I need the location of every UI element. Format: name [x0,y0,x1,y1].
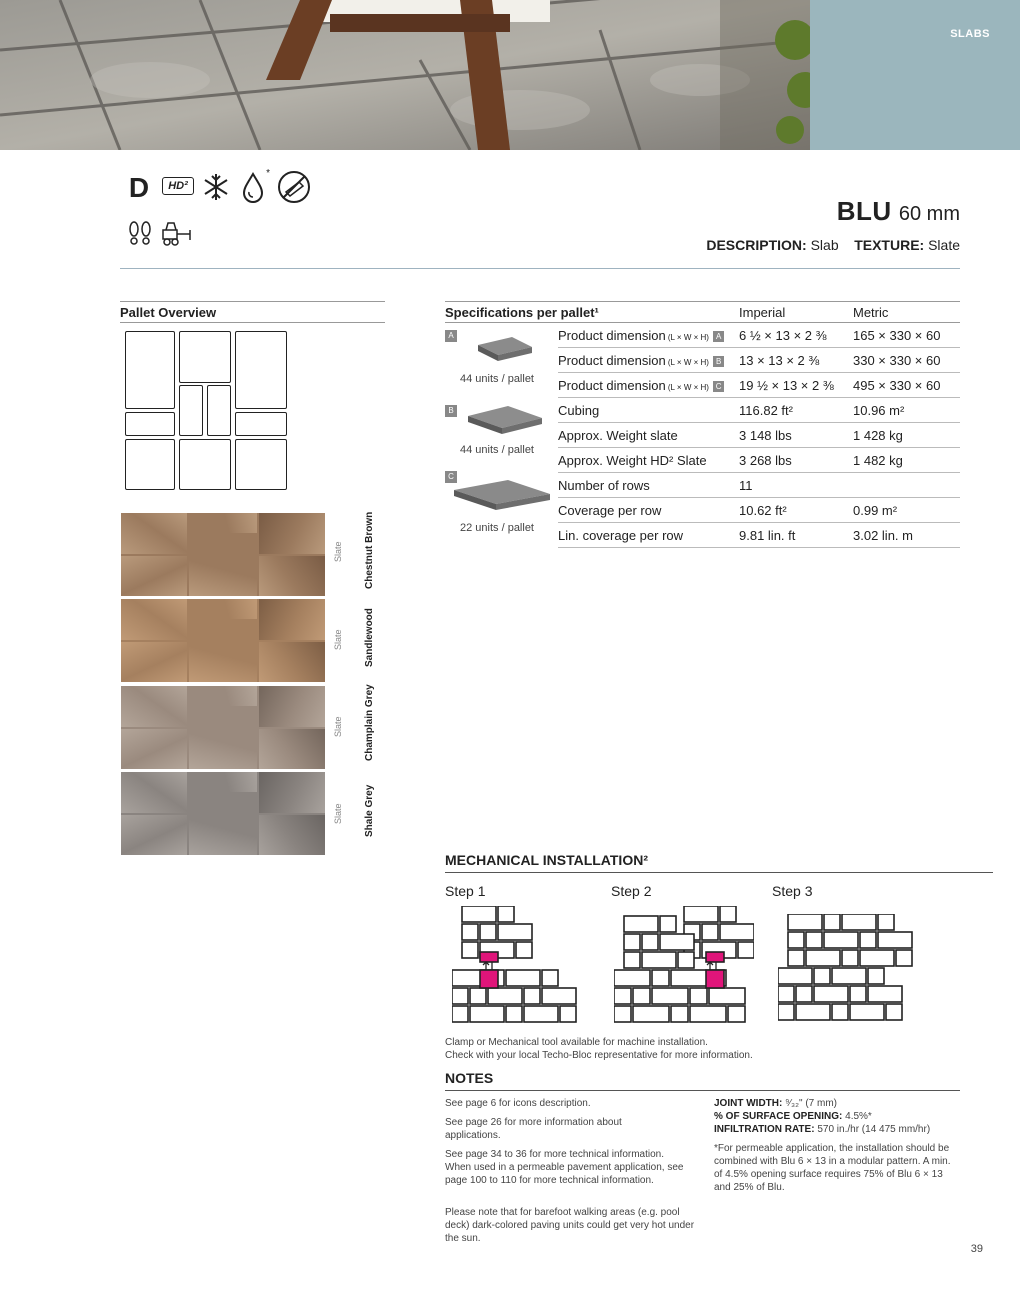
spec-imperial-value: 6 ½ × 13 × 2 ⅜ [739,328,827,343]
slab-outline [878,932,912,948]
slab-outline [624,916,658,932]
slab-tile [189,535,257,596]
spec-metric-value: 1 482 kg [853,453,903,468]
slab-outline [868,986,902,1002]
unit-letter-c: C [445,471,457,483]
step-1-diagram [452,906,582,1026]
slab-outline [452,988,468,1004]
no-deicing-salt-icon [277,170,311,204]
spec-metric-value: 0.99 m² [853,503,898,518]
texture-value: Slate [928,237,960,253]
swatch-color-label: Sandlewood [364,608,375,667]
infiltration-label: INFILTRATION RATE: [714,1124,815,1135]
spec-metric-value: 165 × 330 × 60 [853,328,941,343]
slab-tile [259,599,325,640]
spec-metric-value: 1 428 kg [853,428,903,443]
spec-heading: Specifications per pallet¹ [445,305,599,320]
asterisk-icon: * [266,168,270,179]
pallet-cell [125,412,175,436]
surface-opening-line [714,1110,964,1123]
slab-outline [832,1004,848,1020]
slab-outline [652,970,669,986]
spec-header-row [445,301,960,323]
spec-imperial-value: 10.62 ft² [739,503,787,518]
slab-outline [814,986,848,1002]
spec-metric-value: 495 × 330 × 60 [853,378,941,393]
slab-tile [121,642,187,682]
slab-outline [868,968,884,984]
slab-tile [259,772,325,813]
metric-column-header: Metric [853,305,889,320]
slab-outline [796,986,812,1002]
spec-imperial-value: 3 268 lbs [739,453,792,468]
product-name: BLU [836,196,892,226]
slab-outline [824,932,858,948]
slab-tile [189,686,257,706]
slab-outline [709,988,745,1004]
imperial-column-header: Imperial [739,305,786,320]
lifted-slab [480,952,498,962]
step-2-diagram [614,906,754,1026]
pallet-cell [125,439,175,490]
spec-row [558,348,960,373]
machine-installation-icon [160,220,194,246]
pallet-overview-heading: Pallet Overview [120,301,385,323]
slab-tile [189,513,257,533]
spec-row [558,498,960,523]
slab-outline [832,968,866,984]
spec-label: Product dimension (L × W × H) B [558,353,724,368]
notes-heading: NOTES [445,1070,960,1091]
slab-tile [121,686,187,727]
slab-outline [516,942,532,958]
slab-outline [498,906,514,922]
slab-outline [652,988,688,1004]
slab-outline [860,932,876,948]
surface-opening-value: 4.5%* [845,1111,872,1122]
spec-row [558,423,960,448]
spec-metric-value: 330 × 330 × 60 [853,353,941,368]
slab-outline [842,950,858,966]
spec-metric-value: 3.02 lin. m [853,528,913,543]
slab-outline [702,924,718,940]
slab-outline [796,1004,830,1020]
slab-tile [259,642,325,682]
spec-metric-value: 10.96 m² [853,403,905,418]
unit-letter-tag: A [713,331,724,342]
d-rating-icon: D [128,172,150,203]
hero-photo [0,0,810,150]
note-item: See page 34 to 36 for more technical information. When used in a permeable pavement application, see page 100 to 110 for more technical information. [445,1149,684,1186]
dimension-suffix: (L × W × H) [665,383,712,392]
slab-tile [259,513,325,554]
slab-outline [850,986,866,1002]
description-line [706,237,960,253]
divider [120,268,960,269]
slab-tile [121,729,187,769]
step-2-label: Step 2 [611,883,652,899]
slab-outline [660,934,694,950]
note-item: Please note that for barefoot walking areas (e.g. pool deck) dark-colored paving units could get very hot under the sun. [445,1207,695,1244]
color-swatch-sandlewood [121,599,325,682]
slab-outline [684,906,718,922]
slab-outline [720,906,736,922]
slab-tile [259,556,325,596]
unit-b-image [462,402,548,438]
slab-outline [542,988,576,1004]
slab-outline [806,932,822,948]
texture-label: TEXTURE: [854,237,925,253]
slab-tile [121,772,187,813]
slab-outline [778,986,794,1002]
description-value: Slab [810,237,839,253]
unit-a-image [470,333,540,365]
spec-label: Number of rows [558,478,650,493]
slab-outline [462,924,478,940]
slab-outline [690,988,707,1004]
color-swatch-chestnut-brown [121,513,325,596]
slab-outline [452,1006,468,1022]
slab-outline [480,924,496,940]
slab-tile [121,599,187,640]
slab-outline [728,1006,745,1022]
section-panel [810,0,1020,150]
lifted-slab [706,952,724,962]
slab-outline [660,916,676,932]
unit-letter-a: A [445,330,457,342]
slab-outline [614,1006,631,1022]
spec-label: Cubing [558,403,600,418]
mechanical-note-line-2: Check with your local Techo-Bloc representative for more information. [445,1050,753,1061]
slab-outline [690,1006,726,1022]
slab-outline [738,942,754,958]
slab-outline [778,968,812,984]
slab-outline [842,914,876,930]
joint-width-value: ⁹⁄₃₂" (7 mm) [785,1098,838,1109]
slab-outline [560,1006,576,1022]
slab-tile [259,729,325,769]
pallet-cell [235,439,287,490]
slab-outline [878,914,894,930]
product-title [837,196,960,227]
pallet-cell [207,385,231,436]
slab-outline [896,950,912,966]
spec-imperial-value: 11 [739,478,753,493]
slab-outline [778,1004,794,1020]
slab-tile [259,686,325,727]
slab-tile [121,556,187,596]
page-number: 39 [970,1243,983,1255]
lifted-slab [480,970,498,988]
slab-tile [189,621,257,682]
spec-label: Approx. Weight slate [558,428,678,443]
color-swatch-champlain-grey [121,686,325,769]
spec-row [558,398,960,423]
swatch-color-label: Chestnut Brown [364,511,375,589]
slab-outline [488,988,522,1004]
pallet-cell [179,385,203,436]
permeable-note: *For permeable application, the installation should be combined with Blu 6 × 13 in a modular pattern. A min. of 4.5% opening surface requires 75% of Blu 6 × 13 and 25% of Blu. [714,1143,951,1193]
slab-outline [462,942,478,958]
mechanical-note-line-1: Clamp or Mechanical tool available for machine installation. [445,1037,708,1048]
slab-outline [524,1006,558,1022]
pallet-cell [235,412,287,436]
section-label: SLABS [950,28,990,40]
slab-tile [259,815,325,855]
unit-c-count: 22 units / pallet [460,522,534,534]
spec-imperial-value: 13 × 13 × 2 ⅜ [739,353,820,368]
slab-outline [506,970,540,986]
infiltration-value: 570 in./hr (14 475 mm/hr) [817,1124,931,1135]
spec-table [558,323,960,549]
unit-letter-tag: C [713,381,724,392]
spec-label: Approx. Weight HD² Slate [558,453,707,468]
slab-tile [189,708,257,769]
surface-opening-label: % OF SURFACE OPENING: [714,1111,843,1122]
slab-outline [850,1004,884,1020]
slab-outline [824,914,840,930]
infiltration-line [714,1123,964,1136]
slab-tile [121,513,187,554]
step-1-label: Step 1 [445,883,486,899]
swatch-texture-label: Slate [333,629,343,650]
mechanical-installation-heading: MECHANICAL INSTALLATION² [445,852,993,873]
swatch-texture-label: Slate [333,716,343,737]
slab-outline [788,914,822,930]
slab-outline [633,988,650,1004]
slab-outline [614,988,631,1004]
dimension-suffix: (L × W × H) [665,358,712,367]
slab-outline [788,950,804,966]
swatch-texture-label: Slate [333,803,343,824]
slab-outline [720,924,754,940]
pallet-cell [179,331,231,383]
swatch-color-label: Shale Grey [364,784,375,837]
spec-row [558,373,960,398]
spec-imperial-value: 19 ½ × 13 × 2 ⅜ [739,378,834,393]
pallet-layout-diagram [120,328,290,493]
spec-label: Product dimension (L × W × H) C [558,378,724,393]
spec-row [558,473,960,498]
swatch-color-label: Champlain Grey [364,684,375,761]
spec-label: Lin. coverage per row [558,528,684,543]
slab-outline [470,988,486,1004]
slab-tile [189,772,257,792]
unit-b-count: 44 units / pallet [460,444,534,456]
note-item: See page 6 for icons description. [445,1098,591,1109]
spec-row [558,323,960,348]
color-swatch-shale-grey [121,772,325,855]
unit-letter-b: B [445,405,457,417]
slab-outline [671,1006,688,1022]
slab-outline [462,906,496,922]
unit-a-count: 44 units / pallet [460,373,534,385]
snowflake-icon [202,172,230,202]
spec-imperial-value: 3 148 lbs [739,428,792,443]
spec-imperial-value: 9.81 lin. ft [739,528,796,543]
step-3-label: Step 3 [772,883,813,899]
slab-outline [498,924,532,940]
note-item: See page 26 for more information about applications. [445,1117,622,1141]
slab-outline [678,952,694,968]
product-thickness: 60 mm [898,203,960,225]
joint-width-label: JOINT WIDTH: [714,1098,783,1109]
slab-outline [624,952,640,968]
slab-tile [189,599,257,619]
slab-outline [671,970,707,986]
step-3-diagram [778,914,918,1026]
hd2-icon: HD² [162,177,194,195]
slab-outline [788,932,804,948]
slab-outline [806,950,840,966]
swatch-texture-label: Slate [333,541,343,562]
slab-outline [614,970,650,986]
slab-outline [642,952,676,968]
joint-width-line [714,1097,964,1110]
slab-outline [814,968,830,984]
slab-outline [860,950,894,966]
spec-row [558,523,960,548]
spec-imperial-value: 116.82 ft² [739,403,793,418]
dimension-suffix: (L × W × H) [665,333,712,342]
pallet-cell [179,439,231,490]
water-drop-icon [240,170,270,204]
spec-label: Coverage per row [558,503,662,518]
slab-outline [642,934,658,950]
slab-outline [633,1006,669,1022]
slab-outline [470,1006,504,1022]
unit-c-image [450,476,552,516]
description-label: DESCRIPTION: [706,237,807,253]
slab-tile [189,794,257,855]
slab-outline [506,1006,522,1022]
slab-tile [121,815,187,855]
slab-outline [542,970,558,986]
footprints-icon [128,220,152,246]
pallet-cell [235,331,287,409]
spec-row [558,448,960,473]
pallet-cell [125,331,175,409]
spec-label: Product dimension (L × W × H) A [558,328,724,343]
lifted-slab [706,970,724,988]
slab-outline [886,1004,902,1020]
unit-letter-tag: B [713,356,724,367]
slab-outline [624,934,640,950]
slab-outline [524,988,540,1004]
